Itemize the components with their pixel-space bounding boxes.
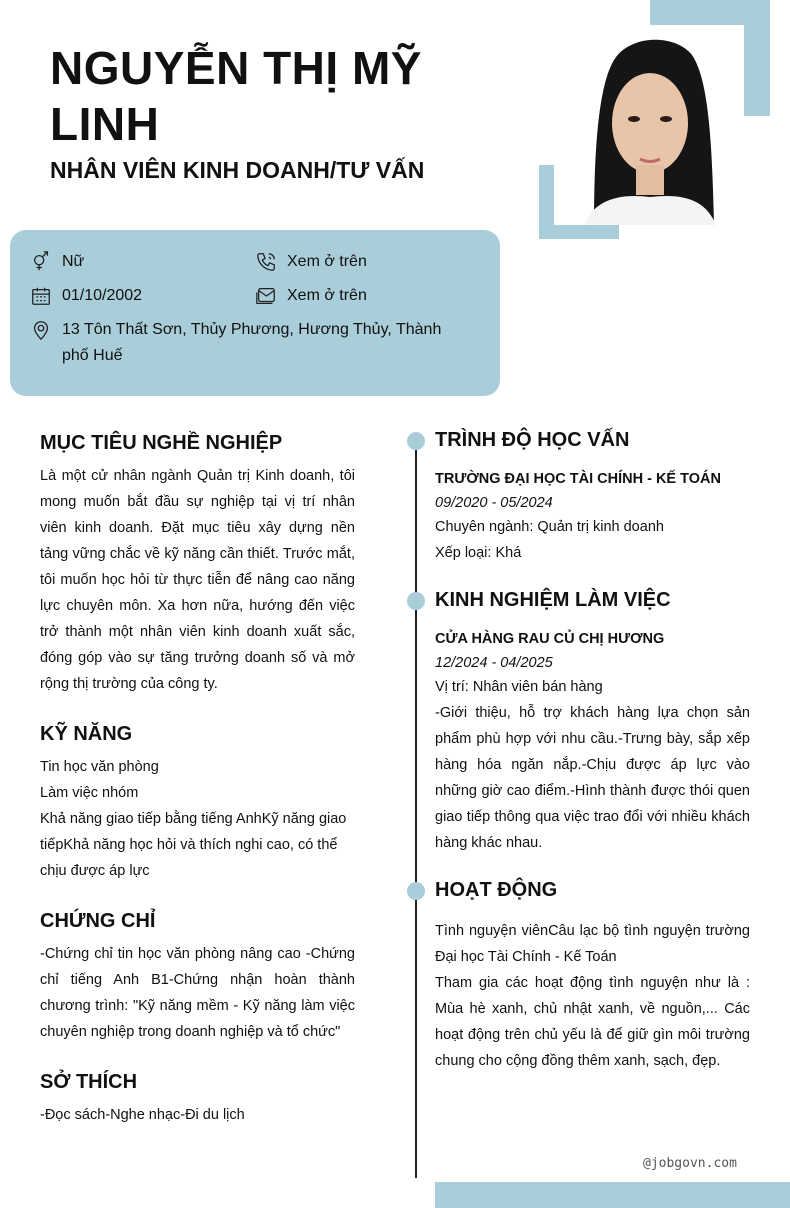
- address-value: 13 Tôn Thất Sơn, Thủy Phương, Hương Thủy, Thành phố Huế: [62, 321, 442, 364]
- activities-description: Tham gia các hoạt động tình nguyện như là : Mùa hè xanh, chủ nhật xanh, về nguồn,... Các hoạt động trên chủ yếu là để giữ gìn môi trường chung cho cộng đồng thêm xanh, sạch, đẹp.: [435, 975, 750, 1069]
- birthday-value: 01/10/2002: [62, 287, 143, 304]
- skill-item: Làm việc nhóm: [40, 785, 139, 801]
- activities-organization: Tình nguyện viênCâu lạc bộ tình nguyện trường Đại học Tài Chính - Kế Toán: [435, 923, 750, 965]
- skills-heading: KỸ NĂNG: [40, 723, 133, 745]
- email-icon: [255, 285, 277, 307]
- skill-item: Khả năng giao tiếp bằng tiếng AnhKỹ năng giao tiếpKhả năng học hỏi và thích nghi cao, có thể chịu được áp lực: [40, 811, 347, 879]
- contact-gender: [30, 249, 84, 275]
- experience-description: -Giới thiệu, hỗ trợ khách hàng lựa chọn sản phẩm phù hợp với nhu cầu.-Trưng bày, sắp xếp hàng hóa ngăn nắp.-Chịu được áp lực vào những giờ cao điểm.-Hình thành được thói quen giao tiếp thông qua việc trao đổi với nhiều khách hàng khác nhau.: [435, 705, 750, 851]
- decor-block-bottom: [435, 1182, 790, 1208]
- school-name: TRƯỜNG ĐẠI HỌC TÀI CHÍNH - KẾ TOÁN: [435, 471, 721, 487]
- skills-list: [40, 754, 355, 884]
- objective-heading: MỤC TIÊU NGHỀ NGHIỆP: [40, 432, 283, 454]
- certificates-text: -Chứng chỉ tin học văn phòng nâng cao -Chứng chỉ tiếng Anh B1-Chứng nhận hoàn thành chương trình: "Kỹ năng mềm - Kỹ năng làm việc chuyên nghiệp trong doanh nghiệp và tổ chức": [40, 946, 355, 1040]
- profile-photo: [554, 25, 744, 225]
- email-value[interactable]: Xem ở trên: [287, 287, 367, 304]
- calendar-icon: [30, 285, 52, 307]
- hobbies-heading: SỞ THÍCH: [40, 1071, 138, 1093]
- experience-position: Vị trí: Nhân viên bán hàng: [435, 679, 603, 695]
- company-name: CỬA HÀNG RAU CỦ CHỊ HƯƠNG: [435, 631, 665, 647]
- activities-block: [435, 918, 750, 1074]
- experience-block: [435, 626, 750, 856]
- contact-info-box: [10, 230, 500, 396]
- contact-email: [255, 283, 367, 309]
- gender-value: Nữ: [62, 253, 85, 270]
- skill-item: Tin học văn phòng: [40, 759, 159, 775]
- candidate-name: NGUYỄN THỊ MỸ LINH: [50, 42, 422, 150]
- education-block: [435, 466, 750, 566]
- timeline-line: [415, 440, 417, 1178]
- job-title: NHÂN VIÊN KINH DOANH/TƯ VẤN: [50, 157, 425, 183]
- education-grade: Xếp loại: Khá: [435, 545, 522, 561]
- contact-phone: [255, 249, 367, 275]
- education-heading: TRÌNH ĐỘ HỌC VẤN: [435, 429, 630, 451]
- education-period: 09/2020 - 05/2024: [435, 495, 553, 511]
- timeline-dot: [407, 882, 425, 900]
- watermark: @jobgovn.com: [643, 1156, 737, 1171]
- location-icon: [30, 319, 52, 341]
- experience-period: 12/2024 - 04/2025: [435, 655, 553, 671]
- education-major: Chuyên ngành: Quản trị kinh doanh: [435, 519, 664, 535]
- certificates-heading: CHỨNG CHỈ: [40, 910, 156, 932]
- experience-heading: KINH NGHIỆM LÀM VIỆC: [435, 589, 671, 611]
- gender-icon: [30, 251, 52, 273]
- portrait-illustration: [554, 25, 744, 225]
- activities-heading: HOẠT ĐỘNG: [435, 879, 558, 901]
- timeline-dot: [407, 432, 425, 450]
- objective-text: Là một cử nhân ngành Quản trị Kinh doanh, tôi mong muốn bắt đầu sự nghiệp tại vị trí nhân viên kinh doanh. Đặt mục tiêu xây dựng nền tảng vững chắc về kỹ năng cần thiết. Trước mắt, tôi muốn học hỏi từ thực tiễn để nâng cao năng lực chuyên môn. Xa hơn nữa, hướng đến việc trở thành một nhân viên kinh doanh xuất sắc, đóng góp vào sự tăng trưởng doanh số và mở rộng thị trường của công ty.: [40, 468, 355, 692]
- phone-value[interactable]: Xem ở trên: [287, 253, 367, 270]
- timeline-dot: [407, 592, 425, 610]
- contact-address: [30, 317, 460, 369]
- contact-birthday: [30, 283, 142, 309]
- hobbies-text: -Đọc sách-Nghe nhạc-Đi du lịch: [40, 1107, 245, 1123]
- phone-icon: [255, 251, 277, 273]
